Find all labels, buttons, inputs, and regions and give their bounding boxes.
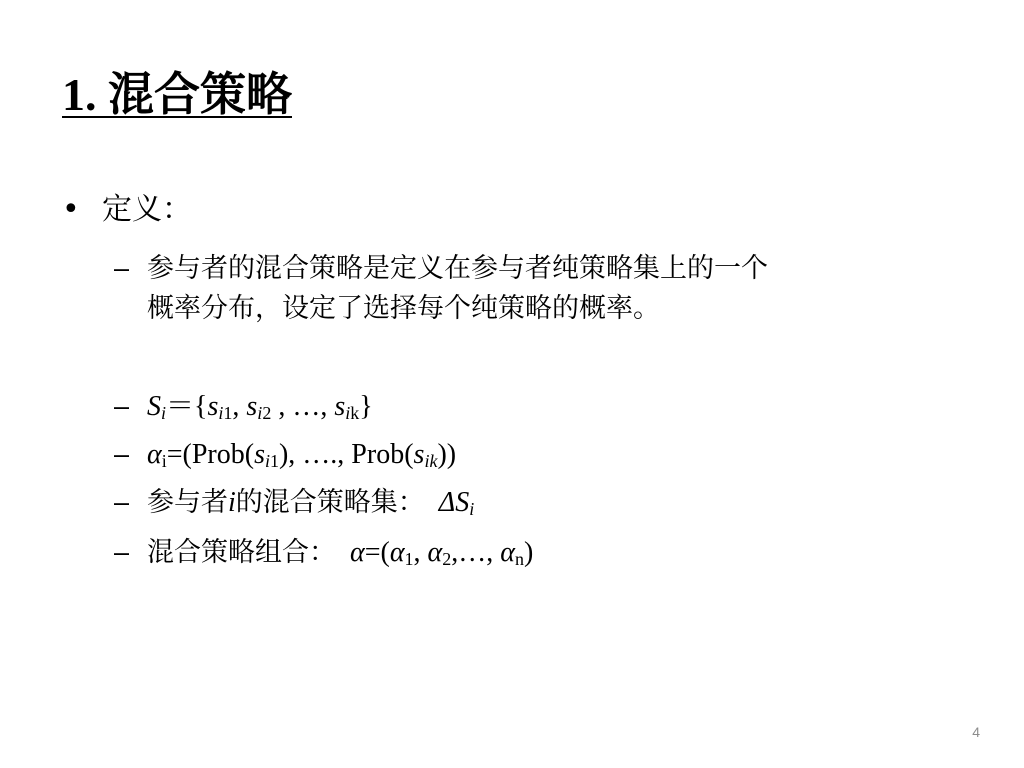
sub-bullet-definition-text [114, 248, 768, 329]
formula-subscript-i: i [264, 451, 270, 471]
formula-prob-open: =(Prob( [166, 439, 255, 470]
definition-line-2: 概率分布，设定了选择每个纯策略的概率。 [147, 293, 660, 324]
mixed-set-player-i: i [228, 487, 236, 518]
formula-subscript-1: 1 [269, 451, 279, 471]
formula-symbol-s: s [207, 391, 219, 422]
formula-separator: , …, [271, 391, 335, 422]
slide-title: 1. 混合策略 [62, 69, 292, 120]
formula-subscript-i: i [469, 499, 475, 519]
mixed-set-prefix: 参与者 [147, 487, 228, 518]
formula-subscript-ik: ik [424, 451, 438, 471]
formula-prob-close: )) [437, 439, 457, 470]
formula-subscript-i: i [161, 451, 167, 471]
formula-equals-brace: ＝{ [166, 391, 208, 422]
formula-subscript-2: 2 [262, 403, 272, 423]
formula-prob-mid: ), …., Prob( [278, 439, 414, 470]
strategy-set-formula [147, 391, 373, 422]
formula-symbol-s: s [413, 439, 425, 470]
mixed-set-formula [439, 487, 474, 518]
bullet-definition-label: 定义： [102, 192, 192, 227]
sub-bullet-mixed-vector [114, 434, 456, 475]
formula-symbol-s: s [246, 391, 258, 422]
formula-delta-S: ΔS [438, 487, 470, 518]
sub-bullet-profile [114, 532, 533, 573]
formula-close-brace: } [359, 391, 373, 422]
formula-subscript-1: 1 [223, 403, 233, 423]
page-number: 4 [972, 724, 980, 740]
formula-symbol-s: s [334, 391, 346, 422]
formula-separator: ,…, [451, 537, 501, 568]
formula-subscript-i: i [345, 403, 351, 423]
profile-formula [350, 537, 533, 568]
formula-equals-paren: =( [364, 537, 390, 568]
formula-symbol-alpha: α [350, 537, 365, 568]
formula-subscript-i: i [257, 403, 263, 423]
dash-icon: – [114, 537, 130, 567]
mixed-set-suffix: 的混合策略集： [235, 487, 425, 518]
dash-icon: – [114, 391, 130, 421]
formula-symbol-alpha: α [389, 537, 405, 568]
formula-symbol-s: s [254, 439, 265, 470]
sub-bullet-strategy-set [114, 386, 373, 427]
mixed-vector-formula [147, 439, 456, 470]
formula-symbol-alpha: α [427, 537, 443, 568]
formula-subscript-k: k [350, 403, 360, 423]
dash-icon: – [114, 487, 130, 517]
formula-subscript-i: i [218, 403, 224, 423]
formula-subscript-n: n [514, 549, 524, 569]
formula-subscript-2: 2 [442, 549, 452, 569]
definition-line-1: 参与者的混合策略是定义在参与者纯策略集上的一个 [147, 253, 768, 284]
formula-symbol-alpha: α [500, 537, 515, 568]
formula-subscript-1: 1 [404, 549, 414, 569]
sub-bullet-mixed-set [114, 482, 474, 523]
formula-separator: , [232, 391, 247, 422]
dash-icon: – [114, 439, 130, 469]
profile-label: 混合策略组合： [147, 537, 336, 568]
formula-subscript-i: i [161, 403, 167, 423]
formula-symbol-alpha: α [147, 439, 162, 470]
formula-symbol-S: S [147, 391, 161, 422]
formula-separator: , [413, 537, 428, 568]
bullet-dot-icon: • [62, 192, 80, 227]
formula-close-paren: ) [523, 537, 534, 568]
bullet-definition [62, 188, 192, 232]
dash-icon: – [114, 253, 130, 283]
